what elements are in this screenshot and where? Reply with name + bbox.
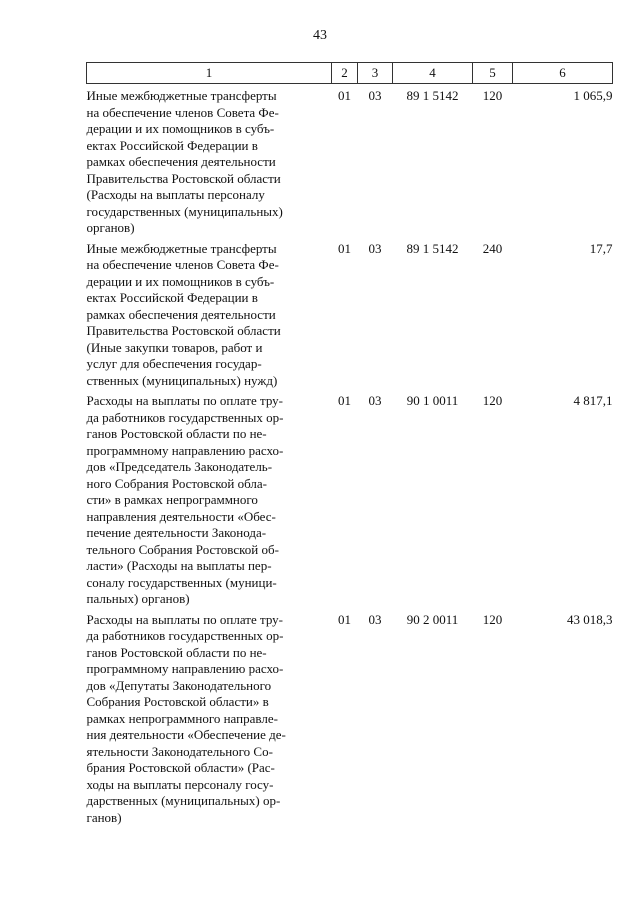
row-amount: 1 065,9 <box>573 88 613 103</box>
row-description <box>87 389 332 608</box>
row-section: 01 <box>338 88 351 103</box>
description-line: ектах Российской Федерации в <box>86 137 258 153</box>
row-subsection: 03 <box>368 393 382 408</box>
description-line: Расходы на выплаты по оплате тру- <box>86 611 284 627</box>
description-line: ственных (муниципальных) нужд) <box>86 372 278 388</box>
description-line: ласти» (Расходы на выплаты пер- <box>86 558 272 573</box>
description-line: печение деятельности Законода- <box>86 525 267 540</box>
row-target-article: 89 1 5142 <box>406 240 459 256</box>
description-line: ганов) <box>86 809 122 825</box>
row-expense-type: 240 <box>482 240 503 256</box>
description-line: сти» в рамках непрограммного <box>86 492 258 507</box>
description-line: ганов Ростовской области по не- <box>86 644 267 660</box>
row-amount: 17,7 <box>589 240 613 256</box>
description-line: государственных (муниципальных) <box>86 203 283 219</box>
description-line: дерации и их помощников в субъ- <box>86 273 275 289</box>
table-row <box>87 84 613 237</box>
row-target-article: 89 1 5142 <box>406 88 459 103</box>
row-subsection: 03 <box>368 240 382 256</box>
description-line: (Иные закупки товаров, работ и <box>86 339 263 355</box>
description-line: услуг для обеспечения государ- <box>86 356 262 371</box>
row-target-article: 90 2 0011 <box>406 611 459 627</box>
header-col-2: 2 <box>332 63 358 84</box>
description-line: на обеспечение членов Совета Фе- <box>86 257 279 272</box>
description-line: дов «Председатель Законодатель- <box>86 459 273 474</box>
header-col-1: 1 <box>87 63 332 84</box>
description-line: на обеспечение членов Совета Фе- <box>86 104 279 120</box>
row-amount: 43 018,3 <box>567 611 613 627</box>
row-target-article: 90 1 0011 <box>406 393 459 408</box>
description-line: рамках обеспечения деятельности <box>86 154 276 169</box>
table-row <box>87 237 613 390</box>
row-expense-type: 120 <box>482 393 503 408</box>
description-line: органов) <box>86 220 135 235</box>
description-line: Правительства Ростовской области <box>86 323 281 338</box>
header-col-6: 6 <box>513 63 613 84</box>
description-line: дов «Депутаты Законодательного <box>86 677 272 693</box>
description-line: ного Собрания Ростовской обла- <box>86 475 267 491</box>
description-line: Собрания Ростовской области» в <box>86 694 269 709</box>
description-line: соналу государственных (муници- <box>86 574 277 590</box>
description-line: программному направлению расхо- <box>86 661 284 676</box>
row-expense-type: 120 <box>482 611 503 627</box>
description-line: ятельности Законодательного Со- <box>86 743 273 759</box>
description-line: рамках обеспечения деятельности <box>86 306 276 322</box>
description-line: Иные межбюджетные трансферты <box>86 240 277 256</box>
description-line: ектах Российской Федерации в <box>86 290 258 305</box>
description-line: программному направлению расхо- <box>86 442 284 458</box>
table-header-row <box>87 63 613 84</box>
description-line: ния деятельности «Обеспечение де- <box>86 727 286 742</box>
row-subsection: 03 <box>368 88 382 103</box>
table-row <box>87 608 613 827</box>
page-number: 43 <box>313 28 327 43</box>
description-line: направления деятельности «Обес- <box>86 508 276 524</box>
description-line: да работников государственных ор- <box>86 628 284 643</box>
description-line: ходы на выплаты персоналу госу- <box>86 776 274 792</box>
description-line: тельного Собрания Ростовской об- <box>86 541 279 557</box>
description-line: пальных) органов) <box>86 591 190 606</box>
row-description <box>87 608 332 827</box>
description-line: Иные межбюджетные трансферты <box>86 88 277 103</box>
table-row <box>87 389 613 608</box>
row-description <box>87 84 332 237</box>
description-line: ганов Ростовской области по не- <box>86 426 267 441</box>
description-line: рамках непрограммного направле- <box>86 710 278 726</box>
row-description <box>87 237 332 390</box>
description-line: Правительства Ростовской области <box>86 170 281 186</box>
description-line: брания Ростовской области» (Рас- <box>86 760 275 775</box>
description-line: (Расходы на выплаты персоналу <box>86 187 265 202</box>
header-col-5: 5 <box>473 63 513 84</box>
row-expense-type: 120 <box>482 88 503 103</box>
row-section: 01 <box>338 240 351 256</box>
description-line: да работников государственных ор- <box>86 409 284 425</box>
description-line: дерации и их помощников в субъ- <box>86 121 275 136</box>
description-line: Расходы на выплаты по оплате тру- <box>86 393 284 408</box>
header-col-4: 4 <box>393 63 473 84</box>
row-amount: 4 817,1 <box>573 393 613 408</box>
row-subsection: 03 <box>368 611 382 627</box>
row-section: 01 <box>338 393 351 408</box>
header-col-3: 3 <box>358 63 393 84</box>
row-section: 01 <box>338 611 351 627</box>
budget-table <box>86 62 613 826</box>
description-line: дарственных (муниципальных) ор- <box>86 793 281 808</box>
